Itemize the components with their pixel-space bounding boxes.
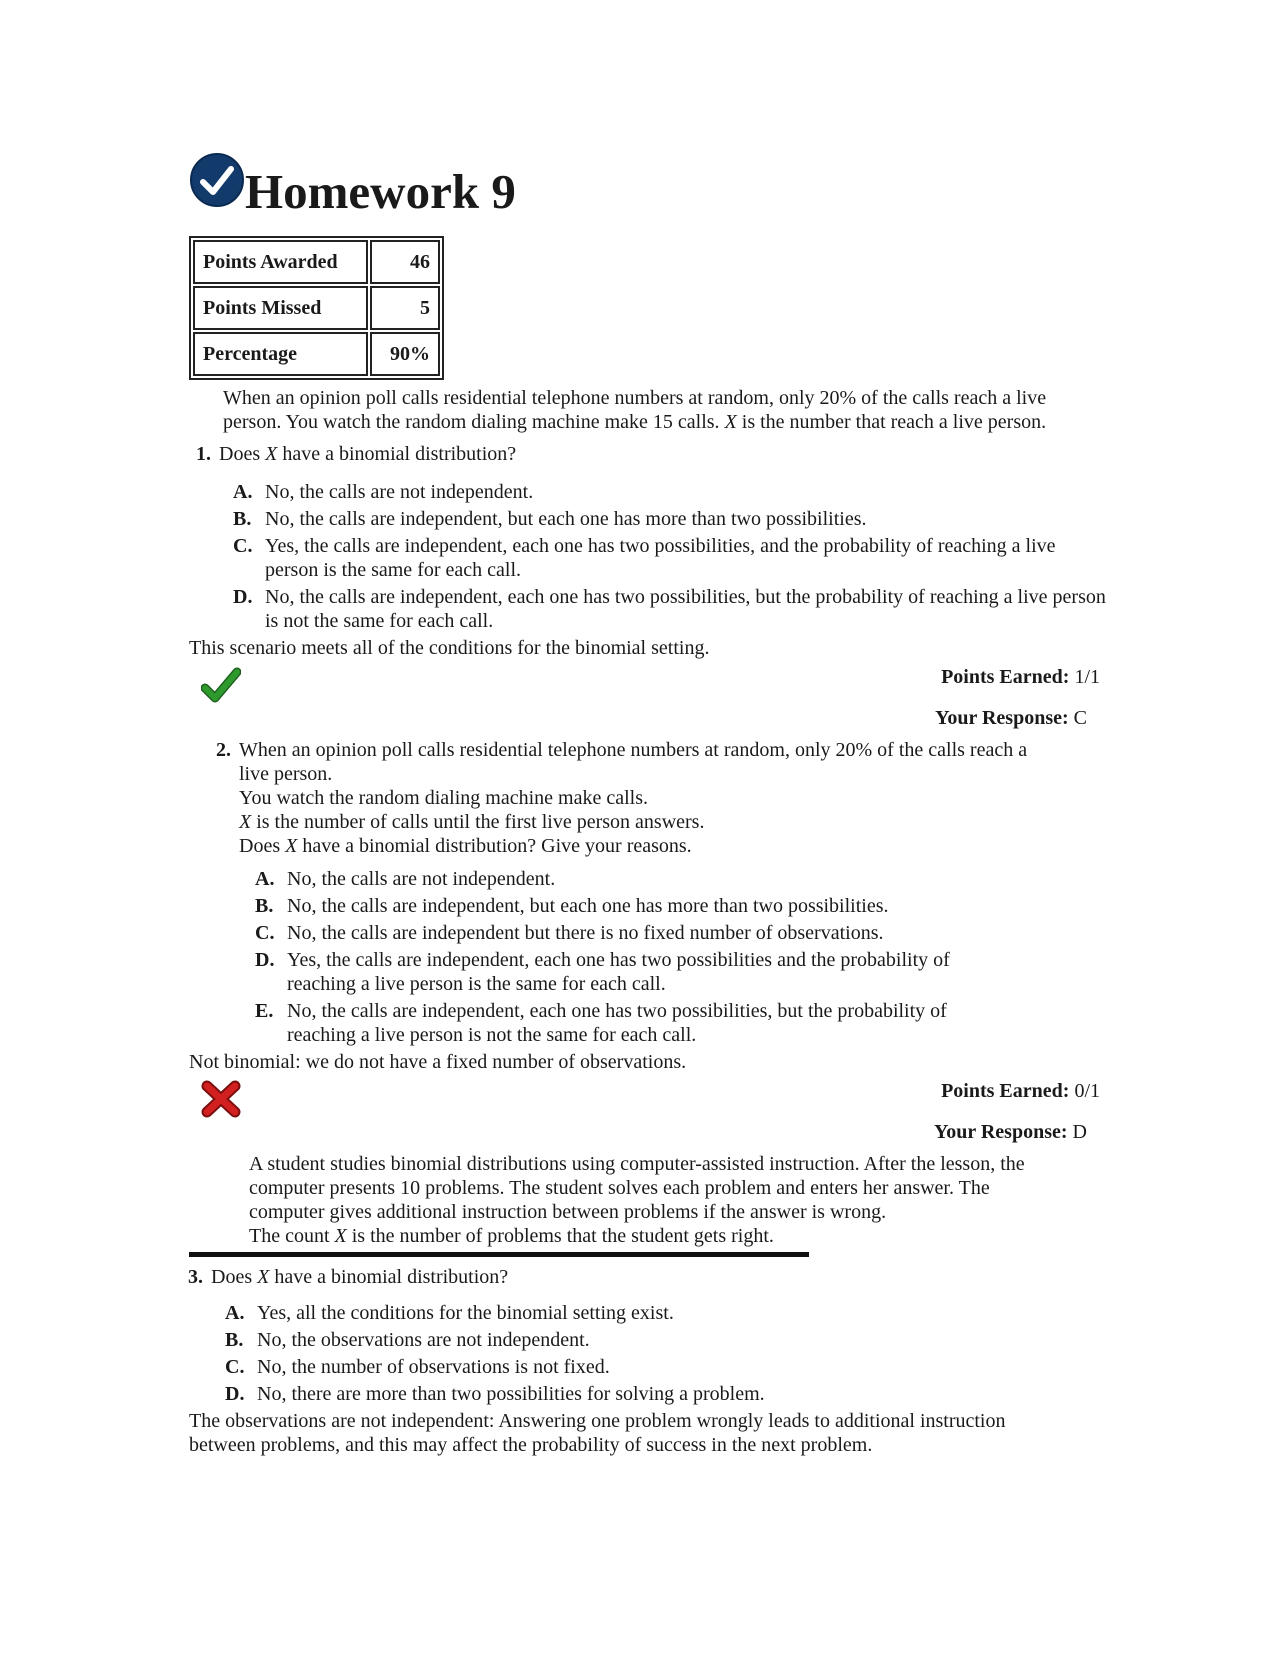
points-missed-value: 5 xyxy=(370,286,440,330)
question-1-stem: When an opinion poll calls residential telephone numbers at random, only 20% of the calls reach a live person. You watch the random dialing machine make 15 calls. X is the number that reach a live person. xyxy=(223,387,1047,433)
option-d: D. No, there are more than two possibilities for solving a problem. xyxy=(225,1383,765,1405)
points-awarded-label: Points Awarded xyxy=(193,240,368,284)
option-a: A. No, the calls are not independent. xyxy=(255,868,556,890)
points-earned: Points Earned: 0/1 xyxy=(941,1080,1100,1102)
red-x-icon xyxy=(201,1080,241,1118)
homework-page xyxy=(189,146,1109,1457)
option-c: C. No, the number of observations is not fixed. xyxy=(225,1356,610,1378)
green-check-icon xyxy=(201,666,241,704)
points-missed-label: Points Missed xyxy=(193,286,368,330)
question-number: 3. xyxy=(188,1266,203,1288)
check-badge-icon xyxy=(189,152,245,208)
option-e: E. No, the calls are independent, each one has two possibilities, but the probability of reaching a live person is not the same for each call. xyxy=(255,1000,947,1046)
question-1 xyxy=(189,386,1109,730)
question-2-explanation: Not binomial: we do not have a fixed number of observations. xyxy=(189,1051,687,1073)
question-3-options xyxy=(225,1301,1109,1406)
percentage-label: Percentage xyxy=(193,332,368,376)
points-earned: Points Earned: 1/1 xyxy=(941,666,1100,688)
table-row xyxy=(193,286,440,330)
option-b: B. No, the observations are not independent. xyxy=(225,1329,590,1351)
points-awarded-value: 46 xyxy=(370,240,440,284)
your-response: Your Response: C xyxy=(935,707,1087,729)
table-row xyxy=(193,332,440,376)
question-2-prompt xyxy=(195,738,1109,858)
table-row xyxy=(193,240,440,284)
question-text: Does X have a binomial distribution? xyxy=(211,1266,509,1288)
question-1-options xyxy=(233,480,1109,633)
question-2-options xyxy=(255,867,1109,1047)
question-text: Does X have a binomial distribution? xyxy=(219,443,517,465)
your-response: Your Response: D xyxy=(934,1121,1087,1143)
question-3-prompt xyxy=(167,1265,1109,1289)
question-1-score xyxy=(189,660,1109,706)
percentage-value: 90% xyxy=(370,332,440,376)
option-a: A. No, the calls are not independent. xyxy=(233,481,534,503)
title-row xyxy=(189,146,1109,219)
question-1-prompt xyxy=(175,442,1109,466)
question-number: 2. xyxy=(216,739,231,761)
question-2-score xyxy=(189,1074,1109,1120)
question-2 xyxy=(189,738,1109,1144)
question-3-explanation: The observations are not independent: Answering one problem wrongly leads to additional instruction between problems, and this may affect the probability of success in the next problem. xyxy=(189,1410,1006,1456)
divider xyxy=(189,1252,809,1257)
question-text: When an opinion poll calls residential telephone numbers at random, only 20% of the calls reach a live person. You watch the random dialing machine make calls. X is the number of calls until the first live person answers. Does X have a binomial distribution? Give your reasons. xyxy=(239,739,1028,857)
option-c: C. Yes, the calls are independent, each one has two possibilities, and the probability of reaching a live person is the same for each call. xyxy=(233,535,1056,581)
option-b: B. No, the calls are independent, but each one has more than two possibilities. xyxy=(255,895,889,917)
option-b: B. No, the calls are independent, but each one has more than two possibilities. xyxy=(233,508,867,530)
option-d: D. Yes, the calls are independent, each one has two possibilities and the probability of reaching a live person is the same for each call. xyxy=(255,949,950,995)
question-number: 1. xyxy=(196,443,211,465)
option-a: A. Yes, all the conditions for the binomial setting exist. xyxy=(225,1302,674,1324)
question-3-stem: A student studies binomial distributions using computer-assisted instruction. After the lesson, the computer presents 10 problems. The student solves each problem and enters her answer. The computer gives additional instruction between problems if the answer is wrong. The count X is the number of problems that the student gets right. xyxy=(249,1153,1025,1247)
option-d: D. No, the calls are independent, each one has two possibilities, but the probability of reaching a live person is not the same for each call. xyxy=(233,586,1106,632)
page-title: Homework 9 xyxy=(245,164,516,219)
question-3 xyxy=(189,1152,1109,1457)
option-c: C. No, the calls are independent but there is no fixed number of observations. xyxy=(255,922,884,944)
question-1-explanation: This scenario meets all of the conditions for the binomial setting. xyxy=(189,637,710,659)
score-table xyxy=(189,236,444,380)
